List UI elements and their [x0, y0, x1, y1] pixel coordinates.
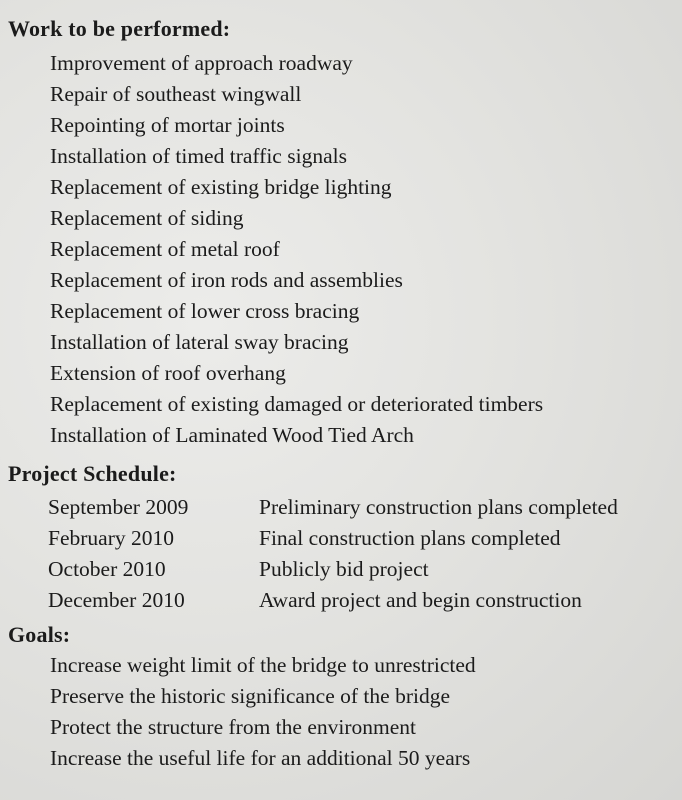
- schedule-event: Preliminary construction plans completed: [259, 495, 618, 519]
- schedule-event: Final construction plans completed: [259, 526, 561, 550]
- work-item: Extension of roof overhang: [50, 361, 286, 385]
- work-item: Replacement of lower cross bracing: [50, 299, 360, 323]
- schedule-date: September 2009: [48, 495, 189, 519]
- schedule-date: February 2010: [48, 526, 174, 550]
- schedule-event: Publicly bid project: [259, 557, 429, 581]
- goal-item: Protect the structure from the environment: [50, 715, 416, 739]
- work-item: Replacement of iron rods and assemblies: [50, 268, 403, 292]
- work-item: Replacement of metal roof: [50, 237, 280, 261]
- schedule-date: October 2010: [48, 557, 166, 581]
- work-item: Replacement of existing damaged or deteriorated timbers: [50, 392, 544, 416]
- work-item: Replacement of siding: [50, 206, 244, 230]
- work-item: Installation of Laminated Wood Tied Arch: [50, 423, 414, 447]
- goals-heading: Goals:: [8, 622, 71, 647]
- work-item: Installation of lateral sway bracing: [50, 330, 349, 354]
- goals-list: [50, 650, 476, 774]
- work-heading: Work to be performed:: [8, 16, 231, 41]
- goal-item: Increase the useful life for an additional 50 years: [50, 746, 471, 770]
- work-list: [50, 48, 543, 451]
- work-item: Repointing of mortar joints: [50, 113, 285, 137]
- goal-item: Increase weight limit of the bridge to unrestricted: [50, 653, 476, 677]
- work-item: Installation of timed traffic signals: [50, 144, 347, 168]
- schedule-event: Award project and begin construction: [259, 588, 582, 612]
- schedule-date: December 2010: [48, 588, 185, 612]
- work-item: Replacement of existing bridge lighting: [50, 175, 392, 199]
- schedule-heading: Project Schedule:: [8, 461, 177, 486]
- work-item: Repair of southeast wingwall: [50, 82, 302, 106]
- goal-item: Preserve the historic significance of the bridge: [50, 684, 450, 708]
- work-item: Improvement of approach roadway: [50, 51, 353, 75]
